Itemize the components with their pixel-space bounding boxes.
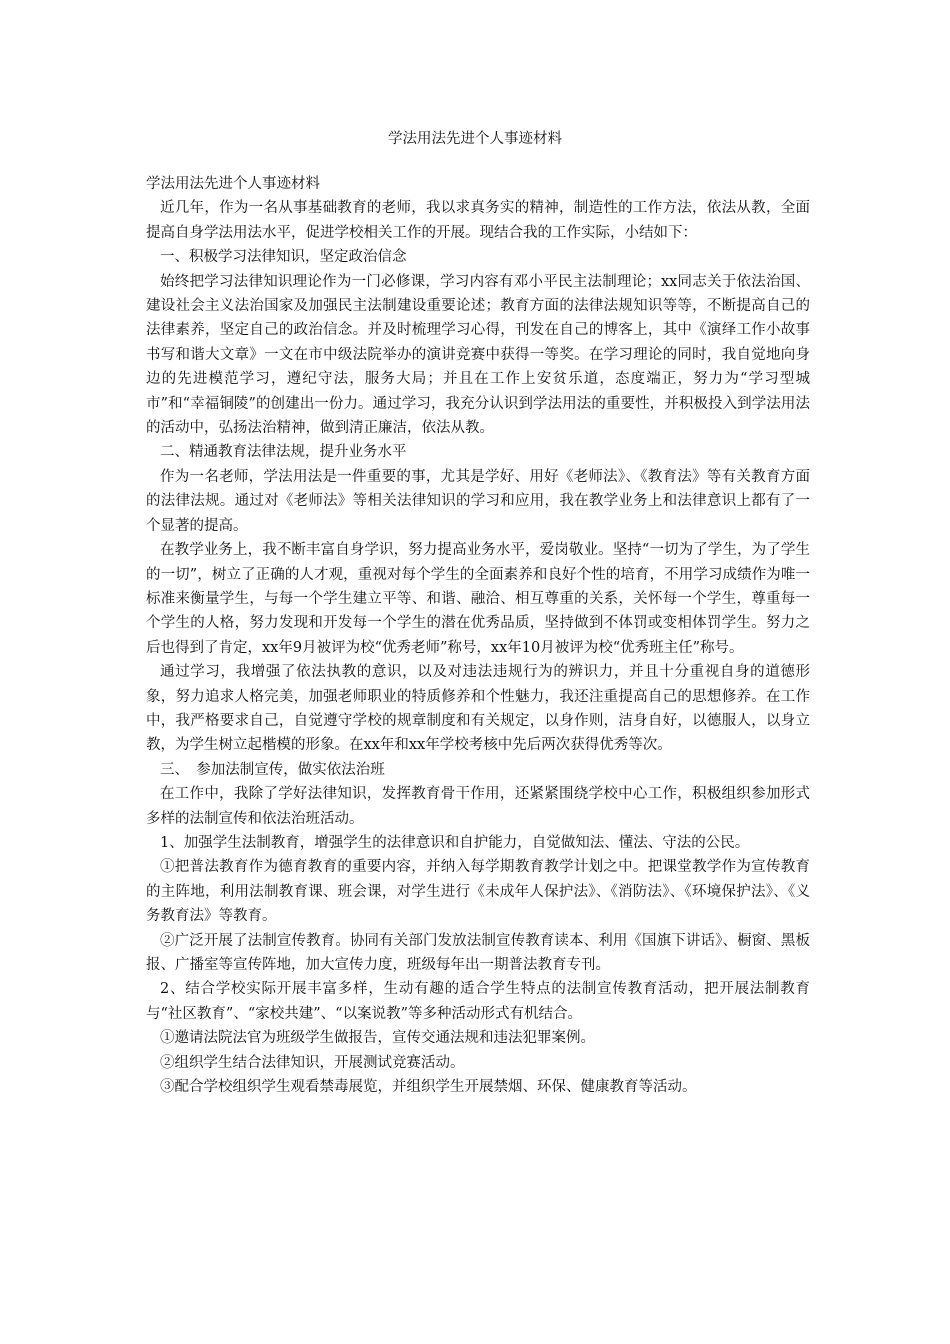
document-title: 学法用法先进个人事迹材料: [388, 131, 562, 147]
paragraph: ③配合学校组织学生观看禁毒展览，并组织学生开展禁烟、环保、健康教育等活动。: [160, 1079, 697, 1096]
paragraph: 1、加强学生法制教育，增强学生的法律意识和自护能力，自觉做知法、懂法、守法的公民。: [160, 834, 750, 851]
paragraph: 在工作中，我除了学好法律知识，发挥教育骨干作用，还紧紧围绕学校中心工作，积极组织参加形式多样的法制宣传和依法治班活动。: [146, 786, 810, 827]
paragraph: ②组织学生结合法律知识，开展测试竞赛活动。: [160, 1054, 465, 1071]
paragraph: 三、 参加法制宣传，做实依法治班: [160, 761, 385, 778]
document-body: [146, 172, 810, 1099]
paragraph: 近几年，作为一名从事基础教育的老师，我以求真务实的精神，制造性的工作方法，依法从教，全面提高自身学法用法水平，促进学校相关工作的开展。现结合我的工作实际，小结如下：: [146, 200, 810, 241]
paragraph: 2、结合学校实际开展丰富多样，生动有趣的适合学生特点的法制宣传教育活动，把开展法制教育与“社区教育”、“家校共建”、“以案说教”等多种活动形式有机结合。: [146, 981, 810, 1022]
paragraph: 一、积极学习法律知识，坚定政治信念: [160, 249, 407, 266]
paragraph: 在教学业务上，我不断丰富自身学识，努力提高业务水平，爱岗敬业。坚持“一切为了学生，为了学生的一切”，树立了正确的人才观，重视对每个学生的全面素养和良好个性的培育，不用学习成绩作为唯一标准来衡量学生，与每一个学生建立平等、和谐、融洽、相互尊重的关系，关怀每一个学生，尊重每一个学生的人格，努力发现和开发每一个学生的潜在优秀品质，坚持做到不体罚或变相体罚学生。努力之后也得到了肯定，xx年9月被评为校“优秀老师”称号，xx年10月被评为校“优秀班主任”称号。: [146, 542, 810, 656]
paragraph: ①把普法教育作为德育教育的重要内容，并纳入每学期教育教学计划之中。把课堂教学作为宣传教育的主阵地，利用法制教育课、班会课，对学生进行《未成年人保护法》、《消防法》、《环境保护法》、《义务教育法》等教育。: [146, 859, 810, 925]
document-subtitle: 学法用法先进个人事迹材料: [146, 176, 320, 192]
paragraph: 作为一名老师，学法用法是一件重要的事，尤其是学好、用好《老师法》、《教育法》等有关教育方面的法律法规。通过对《老师法》等相关法律知识的学习和应用，我在教学业务上和法律意识上都有了一个显著的提高。: [146, 468, 810, 534]
paragraph: 始终把学习法律知识理论作为一门必修课，学习内容有邓小平民主法制理论；xx同志关于依法治国、建设社会主义法治国家及加强民主法制建设重要论述；教育方面的法律法规知识等等，不断提高自己的法律素养，坚定自己的政治信念。并及时梳理学习心得，刊发在自己的博客上，其中《演绎工作小故事 书写和谐大文章》一文在市中级法院举办的演讲竞赛中获得一等奖。在学习理论的同时，我自觉地向身边的先进模范学习，遵纪守法，服务大局；并且在工作上安贫乐道，态度端正，努力为“学习型城市”和“幸福铜陵”的创建出一份力。通过学习，我充分认识到学法用法的重要性，并积极投入到学法用法的活动中，弘扬法治精神，做到清正廉洁，依法从教。: [146, 273, 810, 437]
paragraph: 通过学习，我增强了依法执教的意识，以及对违法违规行为的辨识力，并且十分重视自身的道德形象，努力追求人格完美，加强老师职业的特质修养和个性魅力，我还注重提高自己的思想修养。在工作中，我严格要求自己，自觉遵守学校的规章制度和有关规定，以身作则，洁身自好，以德服人，以身立教，为学生树立起楷模的形象。在xx年和xx年学校考核中先后两次获得优秀等次。: [146, 664, 810, 754]
paragraph: ②广泛开展了法制宣传教育。协同有关部门发放法制宣传教育读本、利用《国旗下讲话》、橱窗、黑板报、广播室等宣传阵地，加大宣传力度，班级每年出一期普法教育专刊。: [146, 932, 810, 973]
paragraph: ①邀请法院法官为班级学生做报告，宣传交通法规和违法犯罪案例。: [160, 1030, 595, 1047]
paragraph: 二、精通教育法律法规，提升业务水平: [160, 444, 407, 461]
